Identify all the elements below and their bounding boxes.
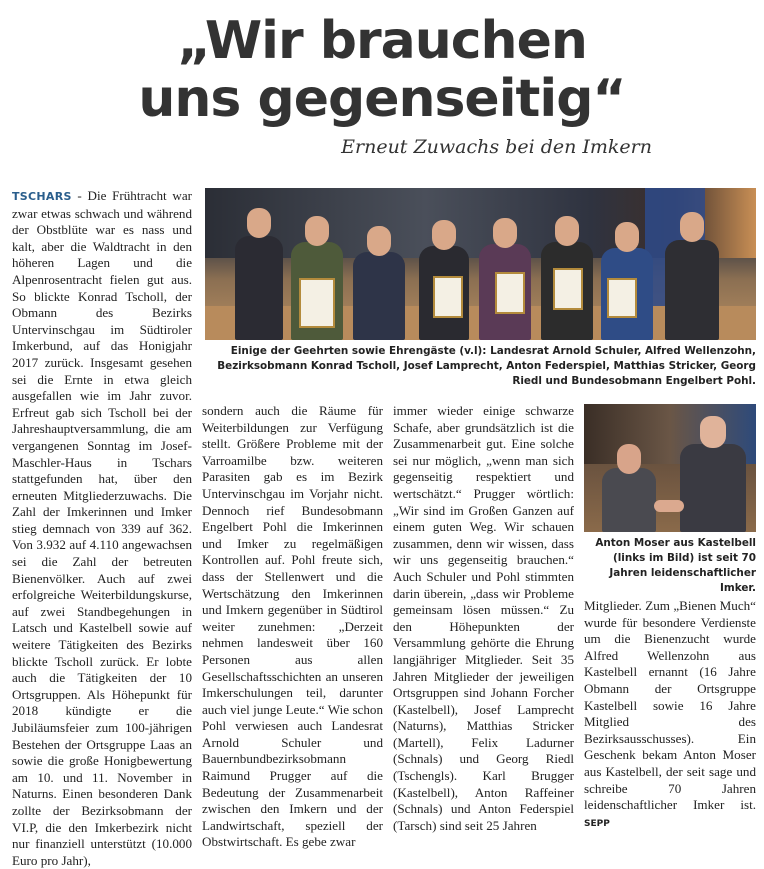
article-column-3 <box>393 403 574 834</box>
group-photo <box>205 188 756 340</box>
subheadline: Erneut Zuwachs bei den Imkern <box>341 136 652 158</box>
column-2-text: sondern auch die Räume für Weiterbildungen zur Verfügung stellt. Größere Probleme mit der Varroamilbe bzw. weiteren Parasiten gab es im Bezirk Untervinschgau im Vorjahr nicht. Dennoch rief Bundesobmann Engelbert Pohl die Imkerinnen und Imker zu regelmäßigen Kontrollen auf. Pohl freute sich, dass der Stellenwert und die Wertschätzung den Imkerinnen und Imkern gegenüber in Südtirol weiter zunehmen: „Derzeit nehmen landesweit über 160 Personen aus allen Gesellschaftsschichten an unseren Imkerschulungen teil, darunter auch viel junge Leute.“ Wie schon Pohl verwiesen auch Landesrat Arnold Schuler und Bauernbundbezirksobmann Raimund Prugger auf die Bedeutung der Zusammenarbeit zwischen den Imkern und der Landwirtschaft, speziell der Obstwirtschaft. Es gebe zwar <box>202 403 383 850</box>
article-column-4 <box>584 598 756 832</box>
dateline-location: TSCHARS <box>12 190 72 203</box>
article-column-2 <box>202 403 383 851</box>
handshake-photo-caption: Anton Moser aus Kastelbell (links im Bild) ist seit 70 Jahren leidenschaftlicher Imker. <box>595 537 756 594</box>
column-1-text: - Die Frühtracht war zwar etwas schwach und während der Obstblüte war es nass und kalt, aber die Waldtracht in den höheren Lagen und die Alpenrosentracht fielen gut aus. So blickte Konrad Tscholl, der Obmann des Bezirks Untervinschgau im Südtiroler Imkerbund, auf das Honigjahr 2017 zurück. Insgesamt gesehen sei die Ernte in etwa gleich ausgefallen wie im Jahr zuvor. Erfreut gab sich Tscholl bei der Jahreshauptversammlung, die am vergangenen Sonntag im Josef-Maschler-Haus in Tschars stattgefunden hat, über den erneuten Mitgliederzuwachs. Die Zahl der Imkerinnen und Imker stieg demnach von 339 auf 362. Von 3.932 auf 4.110 angewachsen sei die Zahl der betreuten Bienenvölker. Auch auf zwei erfolgreiche Weiterbildungskurse, auf zwei Standbegehungen in Latsch und Kastelbell sowie auf weitere Tätigkeiten des Bezirks blickte Tscholl zurück. Er lobte auch die Tätigkeiten der 10 Ortsgruppen. Als Höhepunkt für 2018 kündigte er die Jubiläumsfeier zum 100-jährigen Bestehen der Ortsgruppe Laas an sowie die große Honigbewertung am 10. und 11. November in Naturns. Einen besonderen Dank zollte der Bezirksobmann der VI.P, die den Imkerbezirk nicht nur finanziell unterstützt (10.000 Euro pro Jahr), <box>12 188 192 868</box>
headline-line-1: „Wir brauchen <box>177 11 587 71</box>
column-4-text: Mitglieder. Zum „Bienen Much“ wurde für besondere Verdienste um die Bienenzucht wurde Alfred Wellenzohn aus Kastelbell ernannt (16 Jahre Obmann der Ortsgruppe Kastelbell sowie 16 Jahre Mitglied des Bezirksausschusses). Ein Geschenk bekam Anton Moser aus Kastelbell, der seit sage und schreibe 70 Jahren leidenschaftlicher Imker ist. <box>584 598 756 813</box>
column-3-text: immer wieder einige schwarze Schafe, aber grundsätzlich ist die Zusammenarbeit gut. Eine solche sei nur möglich, „wenn man sich gegenseitig respektiert und wertschätzt.“ Prugger wörtlich: „Wir sind im Großen Ganzen auf einem guten Weg. Wir schauen zusammen, denn wir wissen, dass wir uns gegenseitig brauchen.“ Auch Schuler und Pohl stimmten darin überein, „dass wir Probleme gemeinsam lösen müssen.“ Zu den Höhepunkten der Versammlung gehörte die Ehrung langjähriger Mitglieder. Seit 35 Jahren Mitglieder der jeweiligen Ortsgruppen sind Johann Forcher (Kastelbell), Josef Lamprecht (Naturns), Matthias Stricker (Martell), Felix Ladurner (Schnals) und Georg Riedl (Tschengls). Karl Brugger (Kastelbell), Anton Raffeiner (Schnals) und Anton Federspiel (Tarsch) sind seit 25 Jahren <box>393 403 574 833</box>
article-column-1 <box>12 188 192 869</box>
group-photo-caption: Einige der Geehrten sowie Ehrengäste (v.l): Landesrat Arnold Schuler, Alfred Wellenzohn, Bezirksobmann Konrad Tscholl, Josef Lamprecht, Anton Federspiel, Matthias Stricker, Georg Riedl und Bundesobmann Engelbert Pohl. <box>217 345 756 387</box>
handshake-photo <box>584 404 756 532</box>
headline <box>0 12 764 128</box>
headline-line-2: uns gegenseitig“ <box>138 69 626 129</box>
author-signature: SEPP <box>584 818 610 829</box>
